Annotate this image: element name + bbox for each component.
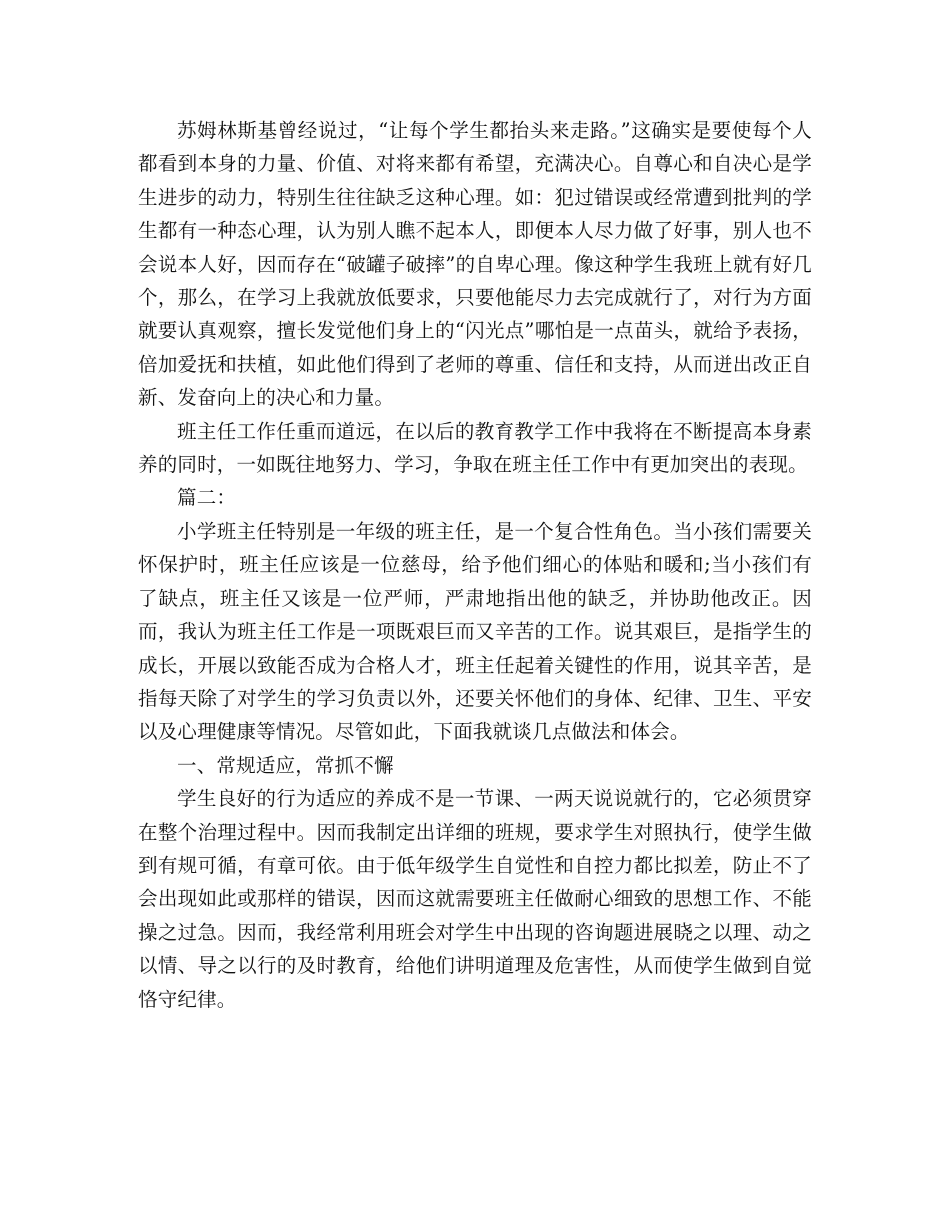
document-body xyxy=(138,114,812,1016)
section-heading-part-two: 篇二： xyxy=(177,486,237,510)
paragraph-1: 苏姆林斯基曾经说过，“让每个学生都抬头来走路。”这确实是要使每个人都看到本身的力量、价值、对将来都有希望，充满决心。自尊心和自决心是学生进步的动力，特别生往往缺乏这种心理。如：犯过错误或经常遭到批判的学生都有一种态心理，认为别人瞧不起本人，即便本人尽力做了好事，别人也不会说本人好，因而存在“破罐子破摔”的自卑心理。像这种学生我班上就有好几个，那么，在学习上我就放低要求，只要他能尽力去完成就行了，对行为方面就要认真观察，擅长发觉他们身上的“闪光点”哪怕是一点苗头，就给予表扬，倍加爱抚和扶植，如此他们得到了老师的尊重、信任和支持，从而迸出改正自新、发奋向上的决心和力量。 xyxy=(138,119,812,410)
paragraph-2: 班主任工作任重而道远，在以后的教育教学工作中我将在不断提高本身素养的同时，一如既往地努力、学习，争取在班主任工作中有更加突出的表现。 xyxy=(138,419,812,477)
paragraph-4: 学生良好的行为适应的养成不是一节课、一两天说说就行的，它必须贯穿在整个治理过程中。因而我制定出详细的班规，要求学生对照执行，使学生做到有规可循，有章可依。由于低年级学生自觉性和自控力都比拟差，防止不了会出现如此或那样的错误，因而这就需要班主任做耐心细致的思想工作、不能操之过急。因而，我经常利用班会对学生中出现的咨询题进展晓之以理、动之以情、导之以行的及时教育，给他们讲明道理及危害性，从而使学生做到自觉恪守纪律。 xyxy=(138,787,812,1011)
paragraph-3: 小学班主任特别是一年级的班主任，是一个复合性角色。当小孩们需要关怀保护时，班主任应该是一位慈母，给予他们细心的体贴和暖和;当小孩们有了缺点，班主任又该是一位严师，严肃地指出他的缺乏，并协助他改正。因而，我认为班主任工作是一项既艰巨而又辛苦的工作。说其艰巨，是指学生的成长，开展以致能否成为合格人才，班主任起着关键性的作用，说其辛苦，是指每天除了对学生的学习负责以外，还要关怀他们的身体、纪律、卫生、平安以及心理健康等情况。尽管如此，下面我就谈几点做法和体会。 xyxy=(138,519,812,744)
section-heading-routine: 一、常规适应，常抓不懈 xyxy=(177,753,394,777)
